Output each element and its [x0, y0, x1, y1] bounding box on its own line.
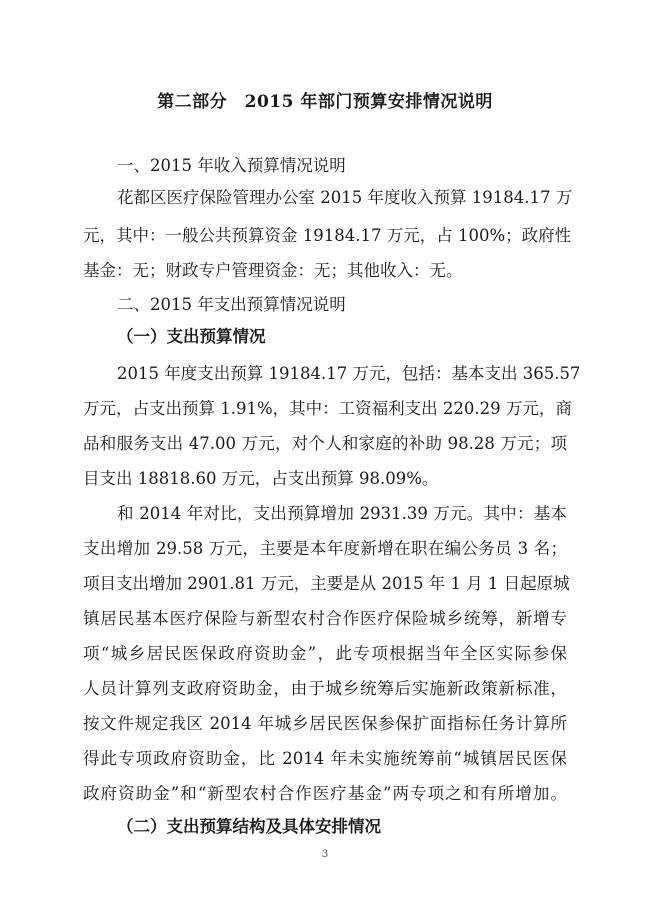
document-title: 第二部分 2015 年部门预算安排情况说明 — [157, 92, 493, 112]
para2-line-9: 政府资助金”和“新型农村合作医疗基金”两专项之和有所增加。 — [83, 784, 567, 803]
sub1-heading: （一）支出预算情况 — [117, 327, 266, 346]
para2-line-8: 得此专项政府资助金，比 2014 年未实施统筹前“城镇居民医保 — [83, 749, 567, 768]
para2-line-5: 项“城乡居民医保政府资助金”，此专项根据当年全区实际参保 — [83, 644, 567, 663]
sub2-heading: （二）支出预算结构及具体安排情况 — [117, 817, 381, 836]
para1-line-3: 品和服务支出 47.00 万元，对个人和家庭的补助 98.28 万元；项 — [83, 434, 567, 453]
para2-line-7: 按文件规定我区 2014 年城乡居民医保参保扩面指标任务计算所 — [83, 714, 567, 733]
para2-line-1: 和 2014 年对比，支出预算增加 2931.39 万元。其中：基本 — [117, 504, 567, 523]
para2-line-6: 人员计算列支政府资助金，由于城乡统筹后实施新政策新标准， — [83, 679, 567, 698]
para2-line-3: 项目支出增加 2901.81 万元，主要是从 2015 年 1 月 1 日起原城 — [83, 574, 570, 593]
para2-line-4: 镇居民基本医疗保险与新型农村合作医疗保险城乡统筹，新增专 — [83, 609, 567, 628]
section1-line-1: 花都区医疗保险管理办公室 2015 年度收入预算 19184.17 万 — [117, 188, 573, 207]
para2-line-2: 支出增加 29.58 万元，主要是本年度新增在职在编公务员 3 名； — [83, 539, 567, 558]
section1-heading: 一、2015 年收入预算情况说明 — [117, 156, 346, 175]
para1-line-2: 万元，占支出预算 1.91%，其中：工资福利支出 220.29 万元，商 — [83, 399, 572, 418]
section1-line-3: 基金：无；财政专户管理资金：无；其他收入：无。 — [83, 261, 463, 280]
page-number: 3 — [321, 849, 329, 860]
section2-heading: 二、2015 年支出预算情况说明 — [117, 295, 346, 314]
para1-line-1: 2015 年度支出预算 19184.17 万元，包括：基本支出 365.57 — [117, 364, 581, 383]
para1-line-4: 目支出 18818.60 万元，占支出预算 98.09%。 — [83, 469, 439, 488]
section1-line-2: 元，其中：一般公共预算资金 19184.17 万元，占 100%；政府性 — [83, 226, 572, 245]
